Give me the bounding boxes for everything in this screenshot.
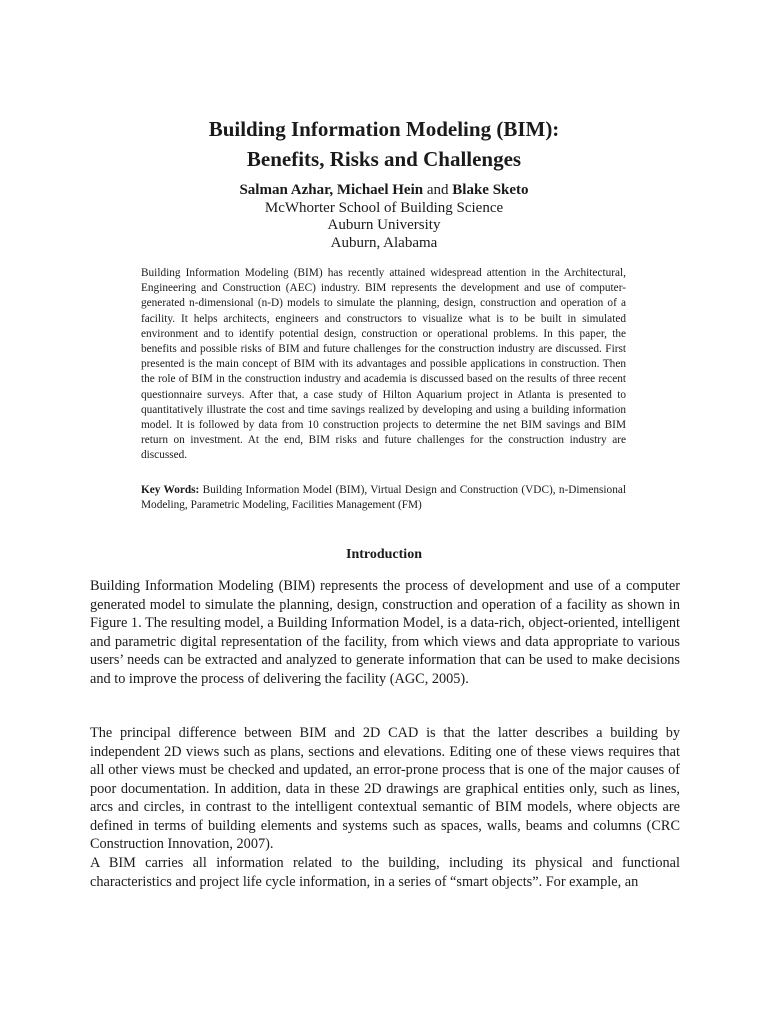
- author-connector: and: [426, 182, 449, 198]
- affiliation-school: McWhorter School of Building Science: [264, 199, 504, 216]
- title-line-2: Benefits, Risks and Challenges: [246, 147, 522, 171]
- body-paragraph: The principal difference between BIM and 2D CAD is that the latter describes a building by independent 2D views such as plans, sections and elevations. Editing one of these views requires that all other views must be checked and updated, an error-prone process that is one of the major causes of poor documentation. In addition, data in these 2D drawings are graphical entities only, such as lines, arcs and circles, in contrast to the intelligent contextual semantic of BIM models, where objects are defined in terms of building elements and systems such as spaces, walls, beams and columns (CRC Construction Innovation, 2007).: [90, 725, 680, 852]
- keywords-text: Building Information Model (BIM), Virtual Design and Construction (VDC), n-Dimensional Modeling, Parametric Modeling, Facilities Management (FM): [141, 484, 626, 512]
- section-heading-introduction: Introduction: [346, 547, 422, 562]
- body-paragraph: A BIM carries all information related to the building, including its physical and functional characteristics and project life cycle information, in a series of “smart objects”. For example, an: [90, 855, 680, 890]
- body-paragraph: Building Information Modeling (BIM) represents the process of development and use of a computer generated model to simulate the planning, design, construction and operation of a facility as shown in Figure 1. The resulting model, a Building Information Model, is a data-rich, object-oriented, intelligent and parametric digital representation of the facility, from which views and data appropriate to various users’ needs can be extracted and analyzed to generate information that can be used to make decisions and to improve the process of delivering the facility (AGC, 2005).: [90, 578, 680, 687]
- abstract: Building Information Modeling (BIM) has recently attained widespread attention in the Architectural, Engineering and Construction (AEC) industry. BIM represents the development and use of computer-generated n-dimensional (n-D) models to simulate the planning, design, construction and operation of a facility. It helps architects, engineers and constructors to visualize what is to be built in simulated environment and to identify potential design, construction or operational problems. In this paper, the benefits and possible risks of BIM and future challenges for the construction industry are discussed. First presented is the main concept of BIM with its advantages and possible applications in construction. Then the role of BIM in the construction industry and academia is discussed based on the results of three recent questionnaire surveys. After that, a case study of Hilton Aquarium project in Atlanta is presented to quantitatively illustrate the cost and time savings realized by developing and using a building information model. It is followed by data from 10 construction projects to determine the net BIM savings and BIM return on investment. At the end, BIM risks and future challenges for the construction industry are discussed.: [141, 267, 626, 462]
- keywords-label: Key Words:: [141, 484, 200, 496]
- title-line-1: Building Information Modeling (BIM):: [208, 117, 560, 141]
- author-block: [0, 182, 768, 252]
- author-names-a: Salman Azhar, Michael Hein: [239, 182, 424, 198]
- affiliation-university: Auburn University: [327, 217, 441, 233]
- keywords: [141, 483, 626, 513]
- author-names: [0, 182, 768, 200]
- author-names-b: Blake Sketo: [452, 182, 529, 198]
- paper-title: [0, 114, 768, 174]
- affiliation-location: Auburn, Alabama: [330, 234, 438, 251]
